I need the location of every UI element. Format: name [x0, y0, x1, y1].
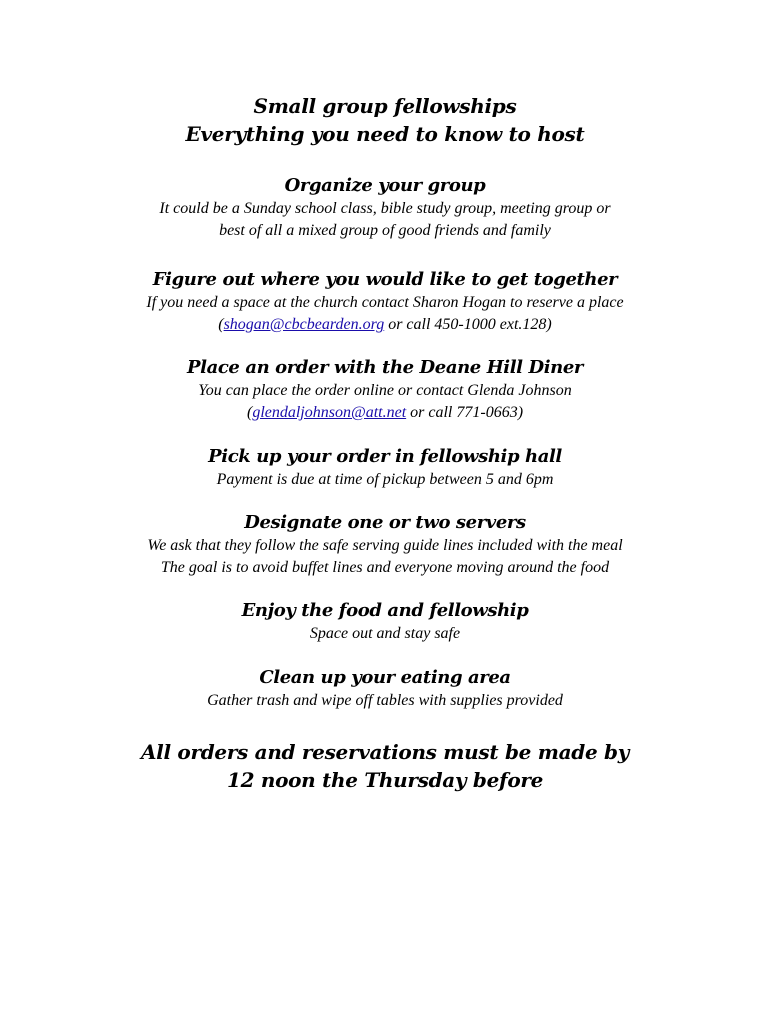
section-heading: Organize your group [284, 175, 486, 196]
section-text-line-1: If you need a space at the church contact Sharon Hogan to reserve a place [146, 294, 624, 311]
title-line-1: Small group fellowships [253, 94, 517, 118]
section-enjoy [0, 599, 770, 645]
email-link-shogan[interactable]: shogan@cbcbearden.org [223, 316, 385, 333]
section-text-line-1: Space out and stay safe [309, 625, 461, 642]
section-heading: Place an order with the Deane Hill Diner [187, 357, 583, 378]
section-text-line-2: The goal is to avoid buffet lines and everyone moving around the food [160, 559, 610, 576]
section-text-line-1: Payment is due at time of pickup between 5 and 6pm [216, 471, 554, 488]
section-organize-group [0, 174, 770, 242]
section-pickup [0, 445, 770, 491]
closing-line-2: 12 noon the Thursday before [226, 768, 544, 792]
section-text-line-1: We ask that they follow the safe serving guide lines included with the meal [147, 537, 623, 554]
closing-notice [0, 738, 770, 794]
section-text-line-1: It could be a Sunday school class, bible study group, meeting group or [159, 200, 611, 217]
section-text-line-2 [0, 402, 770, 424]
contact-phone-text: or call 771-0663) [406, 404, 524, 421]
section-heading: Pick up your order in fellowship hall [208, 446, 562, 467]
paren-open: ( [218, 316, 224, 333]
section-location [0, 268, 770, 336]
section-heading: Clean up your eating area [259, 667, 511, 688]
section-heading: Enjoy the food and fellowship [241, 600, 529, 621]
title-line-2: Everything you need to know to host [185, 122, 585, 146]
section-heading: Designate one or two servers [244, 512, 526, 533]
section-place-order [0, 356, 770, 424]
email-link-glendaljohnson[interactable]: glendaljohnson@att.net [252, 404, 407, 421]
section-text-line-1: Gather trash and wipe off tables with supplies provided [207, 692, 563, 709]
section-text-line-2: best of all a mixed group of good friends and family [219, 222, 551, 239]
section-text-line-1: You can place the order online or contact Glenda Johnson [198, 382, 572, 399]
section-servers [0, 511, 770, 579]
section-heading: Figure out where you would like to get together [152, 269, 618, 290]
closing-line-1: All orders and reservations must be made by [140, 740, 630, 764]
section-text-line-2 [0, 314, 770, 336]
document-title [0, 92, 770, 148]
paren-open: ( [246, 404, 253, 421]
section-clean-up [0, 666, 770, 712]
contact-phone-text: or call 450-1000 ext.128) [384, 316, 552, 333]
